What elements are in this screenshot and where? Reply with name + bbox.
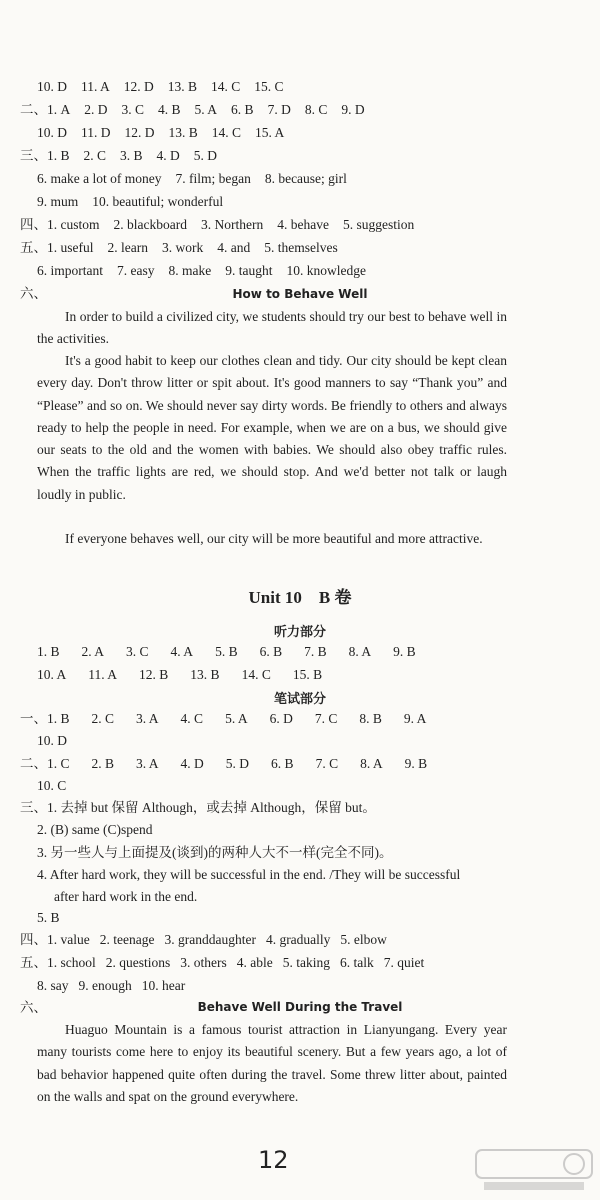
answer-item: 2. C — [83, 148, 107, 163]
answer-item: 14. C — [211, 79, 241, 94]
answer-item: 5. B — [215, 644, 238, 659]
answer-item: 3. C — [126, 644, 149, 659]
answer-item: 4. D — [156, 148, 180, 163]
answer-row — [37, 732, 89, 750]
answer-item: 4. D — [180, 756, 204, 771]
answer-item: 3. others — [180, 955, 227, 970]
answer-row — [20, 101, 379, 119]
section-six-label-2: 六、 — [20, 1000, 47, 1015]
answer-item: 4. gradually — [265, 932, 331, 947]
answer-item: 4. able — [236, 955, 273, 970]
answer-item: 13. B — [167, 79, 198, 94]
answer-row — [37, 977, 195, 995]
answer-item: 7. easy — [117, 263, 155, 278]
answer-row — [37, 78, 298, 96]
answer-item: 二、1. A — [20, 102, 71, 117]
answer-item: 8. A — [348, 644, 372, 659]
essay1-title: How to Behave Well — [232, 287, 368, 301]
answer-item: 10. C — [37, 778, 67, 793]
answer-item: 12. B — [139, 667, 169, 682]
answer-item: 7. quiet — [383, 955, 425, 970]
answer-item: 10. D — [37, 733, 67, 748]
answer-item: 3. A — [136, 711, 159, 726]
answer-item: 三、1. B — [20, 148, 70, 163]
answer-item: 5. A — [194, 102, 218, 117]
answer-item: 8. C — [304, 102, 328, 117]
answer-item: 11. A — [81, 79, 110, 94]
answer-item: 9. B — [393, 644, 416, 659]
answer-item: 9. B — [404, 756, 428, 771]
answer-item: 4. and — [217, 240, 251, 255]
answer-item: 9. enough — [78, 978, 132, 993]
answer-row — [20, 239, 352, 257]
answer-item: 12. D — [124, 125, 155, 140]
s3-line-2: 2. (B) same (C)spend — [37, 822, 153, 837]
answer-item: 7. C — [315, 756, 339, 771]
answer-item: 11. D — [81, 125, 111, 140]
answer-item: 5. D — [193, 148, 218, 163]
answer-item: 2. C — [91, 711, 115, 726]
answer-item: 6. important — [37, 263, 103, 278]
watermark-logo — [474, 1146, 594, 1194]
answer-item: 10. beautiful; wonderful — [92, 194, 224, 209]
answer-item: 6. talk — [340, 955, 374, 970]
answer-item: 8. say — [37, 978, 69, 993]
answer-item: 6. B — [271, 756, 294, 771]
answer-item: 3. work — [161, 240, 204, 255]
s3-line-3: 3. 另一些人与上面提及(谈到)的两种人大不一样(完全不同)。 — [37, 845, 393, 860]
answer-item: 10. D — [37, 125, 67, 140]
answer-item: 7. film; began — [175, 171, 251, 186]
answer-item: 15. C — [254, 79, 284, 94]
essay1-paragraph-1: In order to build a civilized city, we students should try our best to behave well in the activities. — [37, 309, 507, 347]
essay2-title: Behave Well During the Travel — [197, 1000, 403, 1014]
answer-item: 四、1. value — [20, 932, 90, 947]
answer-item: 8. A — [360, 756, 383, 771]
answer-row — [37, 193, 237, 211]
answer-item: 15. A — [255, 125, 285, 140]
answer-item: 10. A — [37, 667, 67, 682]
answer-item: 3. C — [121, 102, 145, 117]
unit-title: Unit 10 B 卷 — [248, 588, 352, 607]
answer-row — [37, 666, 344, 684]
answer-item: 4. A — [170, 644, 194, 659]
answer-item: 4. C — [180, 711, 204, 726]
answer-item: 2. B — [91, 756, 115, 771]
answer-row — [37, 262, 380, 280]
page-number: 12 — [258, 1146, 289, 1174]
answer-item: 3. B — [120, 148, 143, 163]
answer-item: 7. B — [304, 644, 327, 659]
answer-item: 9. A — [403, 711, 427, 726]
answer-item: 5. taking — [282, 955, 331, 970]
s3-line-4: 4. After hard work, they will be successful in the end. /They will be successful — [37, 867, 461, 882]
answer-item: 5. D — [225, 756, 250, 771]
answer-item: 2. questions — [105, 955, 171, 970]
answer-row — [20, 147, 231, 165]
answer-row — [20, 755, 449, 773]
listening-section-title: 听力部分 — [273, 624, 326, 639]
answer-row — [37, 777, 88, 795]
answer-item: 7. D — [267, 102, 291, 117]
answer-item: 四、1. custom — [20, 217, 100, 232]
answer-item: 9. mum — [37, 194, 79, 209]
answer-row — [20, 710, 448, 728]
answer-item: 2. learn — [107, 240, 148, 255]
answer-item: 5. elbow — [340, 932, 387, 947]
answer-item: 6. D — [269, 711, 293, 726]
essay1-paragraph-2: It's a good habit to keep our clothes clean and tidy. Our city should be kept clean every day. Don't throw litter or spit about. It's good manners to say “Thank you” and “Please” and so on. We should never say dirty words. Be friendly to others and always ready to help the people in need. For example, when we are on a bus, we should give our seats to the old and the women with babies. We should also obey traffic rules. When the traffic lights are red, we should stop. And we'd better not talk or laugh loudly in public. — [37, 353, 507, 502]
answer-item: 一、1. B — [20, 711, 70, 726]
answer-item: 5. A — [225, 711, 248, 726]
answer-row — [20, 216, 428, 234]
written-section-title: 笔试部分 — [273, 691, 326, 706]
s3-line-5: after hard work in the end. — [54, 889, 198, 904]
answer-item: 五、1. school — [20, 955, 96, 970]
answer-row — [37, 170, 361, 188]
essay2-paragraph: Huaguo Mountain is a famous tourist attraction in Lianyungang. Every year many tourists come here to enjoy its beautiful scenery. But a few years ago, a lot of bad behavior happened quite often during the travel. Some threw litter about, painted on the walls and spat on the ground everywhere. — [37, 1022, 507, 1104]
answer-item: 3. granddaughter — [164, 932, 256, 947]
answer-item: 10. knowledge — [286, 263, 366, 278]
s3-line-6: 5. B — [37, 910, 60, 925]
answer-item: 9. taught — [225, 263, 273, 278]
s3-line-1: 三、1. 去掉 but 保留 Although，或去掉 Although，保留 but。 — [20, 800, 376, 815]
answer-item: 8. B — [359, 711, 382, 726]
answer-item: 6. B — [231, 102, 254, 117]
answer-item: 14. C — [241, 667, 271, 682]
essay1-paragraph-3: If everyone behaves well, our city will be more beautiful and more attractive. — [65, 531, 483, 546]
answer-item: 13. B — [168, 125, 198, 140]
answer-item: 2. teenage — [99, 932, 155, 947]
answer-item: 10. D — [37, 79, 67, 94]
answer-item: 15. B — [292, 667, 323, 682]
answer-item: 3. A — [136, 756, 159, 771]
answer-item: 五、1. useful — [20, 240, 94, 255]
answer-item: 8. make — [168, 263, 212, 278]
answer-row — [20, 931, 397, 949]
answer-item: 7. C — [314, 711, 338, 726]
answer-item: 9. D — [341, 102, 365, 117]
answer-item: 5. suggestion — [342, 217, 415, 232]
answer-item: 2. D — [84, 102, 108, 117]
answer-item: 12. D — [123, 79, 154, 94]
answer-item: 6. B — [259, 644, 283, 659]
answer-item: 13. B — [190, 667, 220, 682]
answer-item: 5. themselves — [264, 240, 338, 255]
answer-item: 4. B — [158, 102, 181, 117]
answer-row — [37, 124, 298, 142]
answer-item: 二、1. C — [20, 756, 70, 771]
answer-row — [37, 643, 438, 661]
answer-item: 2. blackboard — [113, 217, 187, 232]
answer-item: 14. C — [211, 125, 242, 140]
answer-item: 1. B — [37, 644, 60, 659]
answer-item: 8. because; girl — [264, 171, 347, 186]
answer-item: 6. make a lot of money — [37, 171, 162, 186]
answer-item: 4. behave — [277, 217, 329, 232]
answer-item: 10. hear — [141, 978, 186, 993]
answer-row — [20, 954, 434, 972]
section-six-label: 六、 — [20, 286, 47, 301]
answer-item: 11. A — [88, 667, 118, 682]
answer-item: 3. Northern — [200, 217, 264, 232]
answer-item: 2. A — [81, 644, 105, 659]
